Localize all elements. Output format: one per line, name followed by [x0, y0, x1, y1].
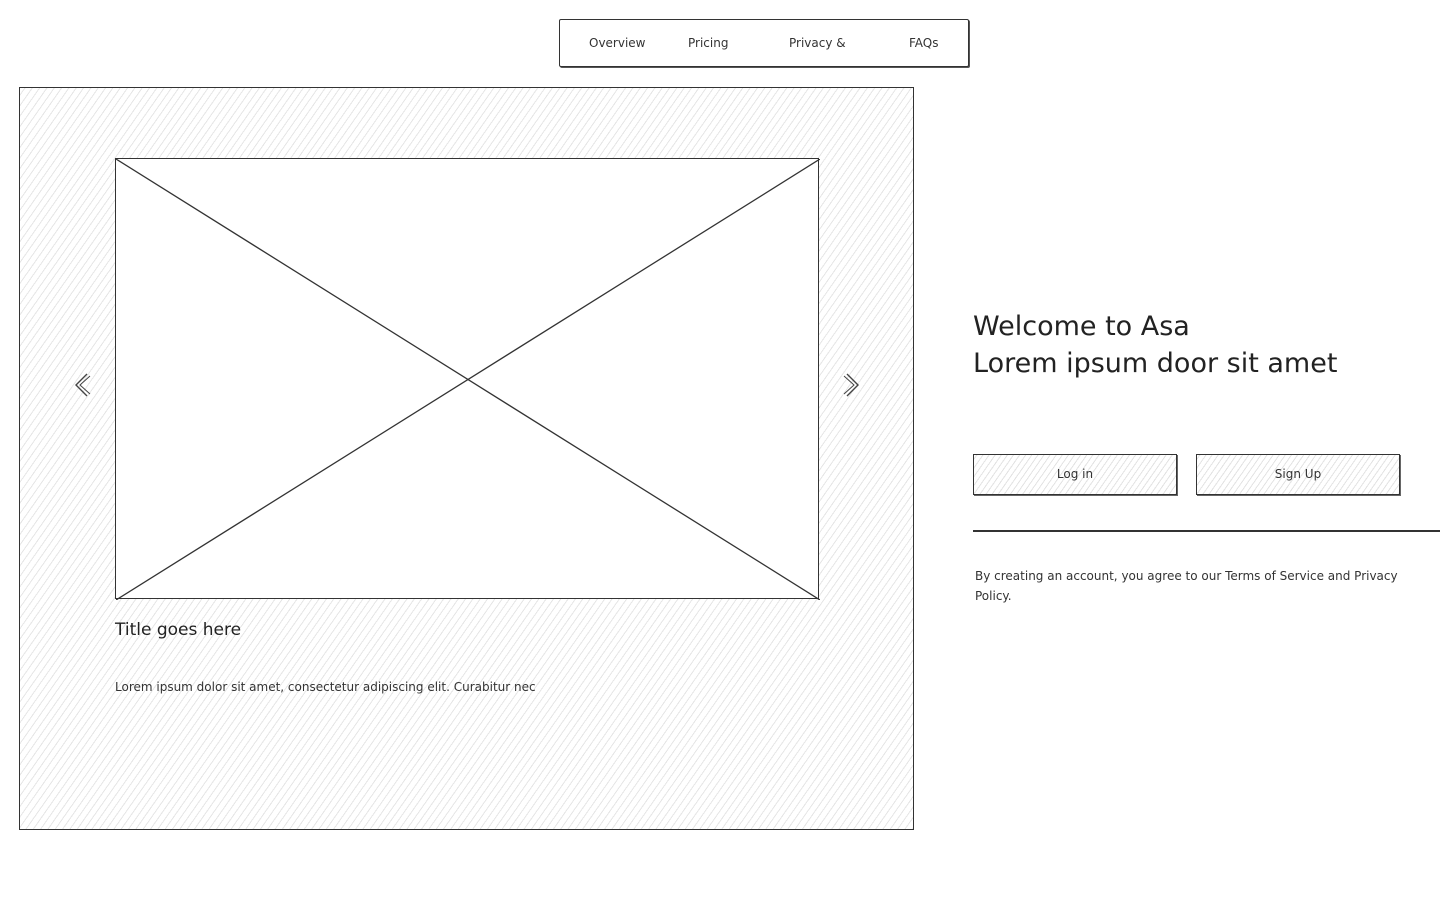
carousel-panel	[19, 87, 914, 830]
nav-item-overview[interactable]: Overview	[589, 36, 646, 50]
welcome-heading	[973, 308, 1337, 382]
chevron-left-icon[interactable]	[72, 371, 92, 405]
divider	[973, 530, 1440, 532]
slide-title: Title goes here	[115, 620, 242, 640]
nav-item-faqs[interactable]: FAQs	[909, 36, 939, 50]
slide-text: Lorem ipsum dolor sit amet, consectetur adipiscing elit. Curabitur nec	[115, 680, 536, 694]
nav-item-privacy[interactable]: Privacy &	[789, 36, 846, 50]
nav-item-pricing[interactable]: Pricing	[688, 36, 729, 50]
signup-button[interactable]: Sign Up	[1196, 454, 1400, 495]
image-placeholder-cross	[116, 159, 820, 600]
chevron-right-icon[interactable]	[842, 371, 862, 405]
login-button[interactable]: Log in	[973, 454, 1177, 495]
welcome-line-1: Welcome to Asa	[973, 311, 1190, 342]
top-nav	[559, 19, 969, 67]
legal-notice: By creating an account, you agree to our Terms of Service and Privacy Policy.	[975, 569, 1398, 603]
welcome-line-2: Lorem ipsum door sit amet	[973, 348, 1338, 379]
image-placeholder	[115, 158, 819, 599]
